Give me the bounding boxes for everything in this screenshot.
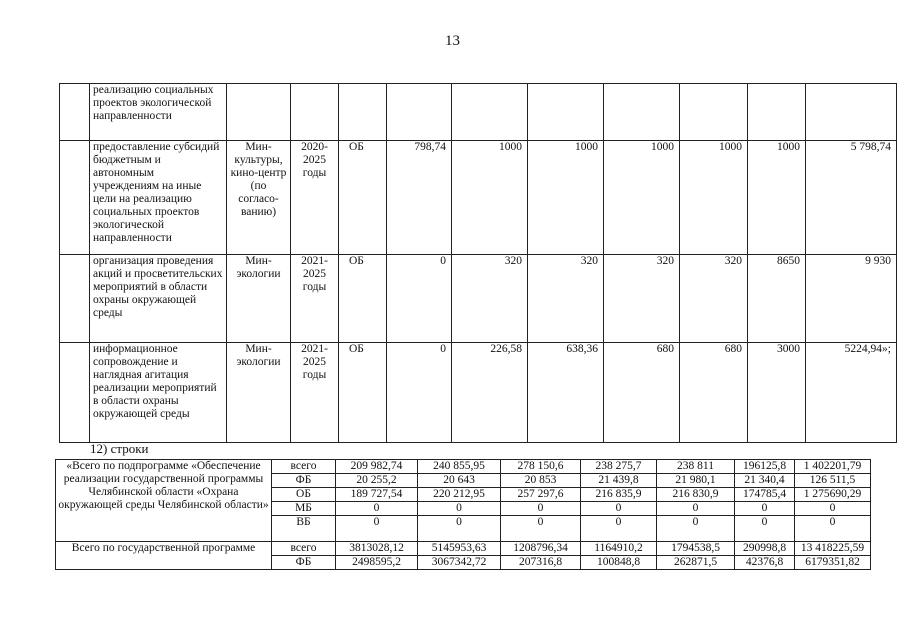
value-cell: 238 275,7 <box>581 460 657 474</box>
value-cell: 3813028,12 <box>336 542 418 556</box>
value-cell: 680 <box>604 343 680 443</box>
value-cell <box>680 84 748 141</box>
funding-type-cell: ОБ <box>272 488 336 502</box>
value-cell: 0 <box>501 516 581 542</box>
value-cell: 0 <box>657 502 735 516</box>
years-cell: 2021-2025 годы <box>291 255 339 343</box>
table-row <box>60 141 897 255</box>
years-cell: 2021-2025 годы <box>291 343 339 443</box>
value-cell: 220 212,95 <box>418 488 501 502</box>
section-label: 12) строки <box>90 441 149 456</box>
value-cell: 1000 <box>748 141 806 255</box>
value-cell: 278 150,6 <box>501 460 581 474</box>
funding-type-cell: ВБ <box>272 516 336 542</box>
value-cell: 680 <box>680 343 748 443</box>
value-cell: 0 <box>581 516 657 542</box>
value-cell <box>748 84 806 141</box>
page-number: 13 <box>445 33 460 49</box>
value-cell: 1208796,34 <box>501 542 581 556</box>
total-cell: 126 511,5 <box>795 474 871 488</box>
measure-description: реализацию социальных проектов экологической направленности <box>90 84 227 141</box>
value-cell: 1000 <box>604 141 680 255</box>
value-cell: 207316,8 <box>501 556 581 570</box>
value-cell: 0 <box>387 255 452 343</box>
value-cell: 262871,5 <box>657 556 735 570</box>
value-cell: 20 643 <box>418 474 501 488</box>
total-cell: 13 418225,59 <box>795 542 871 556</box>
row-number-cell <box>60 343 90 443</box>
value-cell <box>452 84 528 141</box>
value-cell: 174785,4 <box>735 488 795 502</box>
value-cell: 0 <box>387 343 452 443</box>
responsible-cell: Мин-экологии <box>227 255 291 343</box>
total-cell: 1 275690,29 <box>795 488 871 502</box>
value-cell: 0 <box>735 502 795 516</box>
total-cell: 6179351,82 <box>795 556 871 570</box>
value-cell: 0 <box>501 502 581 516</box>
total-cell: 1 402201,79 <box>795 460 871 474</box>
total-cell: 0 <box>795 502 871 516</box>
source-cell: ОБ <box>339 343 387 443</box>
measure-description: предоставление субсидий бюджетным и автономным учреждениям на иные цели на реализацию социальных проектов экологической направленности <box>90 141 227 255</box>
total-cell: 9 930 <box>806 255 897 343</box>
table-row <box>56 542 871 556</box>
measures-table <box>59 83 897 443</box>
table-row <box>60 255 897 343</box>
value-cell: 238 811 <box>657 460 735 474</box>
row-number-cell <box>60 141 90 255</box>
value-cell: 20 853 <box>501 474 581 488</box>
source-cell: ОБ <box>339 255 387 343</box>
measure-description: информационное сопровождение и наглядная агитация реализации мероприятий в области охраны окружающей среды <box>90 343 227 443</box>
source-cell: ОБ <box>339 141 387 255</box>
total-cell: 5 798,74 <box>806 141 897 255</box>
value-cell: 1000 <box>528 141 604 255</box>
responsible-cell: Мин-экологии <box>227 343 291 443</box>
funding-type-cell: всего <box>272 460 336 474</box>
value-cell: 3067342,72 <box>418 556 501 570</box>
value-cell: 320 <box>528 255 604 343</box>
value-cell: 290998,8 <box>735 542 795 556</box>
value-cell: 8650 <box>748 255 806 343</box>
source-cell <box>339 84 387 141</box>
funding-type-cell: всего <box>272 542 336 556</box>
value-cell: 100848,8 <box>581 556 657 570</box>
value-cell: 240 855,95 <box>418 460 501 474</box>
total-cell: 5224,94»; <box>806 343 897 443</box>
value-cell: 196125,8 <box>735 460 795 474</box>
funding-type-cell: МБ <box>272 502 336 516</box>
value-cell: 0 <box>657 516 735 542</box>
value-cell <box>604 84 680 141</box>
row-number-cell <box>60 255 90 343</box>
value-cell: 0 <box>418 516 501 542</box>
value-cell: 2498595,2 <box>336 556 418 570</box>
value-cell: 320 <box>452 255 528 343</box>
value-cell: 638,36 <box>528 343 604 443</box>
value-cell: 21 980,1 <box>657 474 735 488</box>
value-cell: 209 982,74 <box>336 460 418 474</box>
value-cell: 0 <box>735 516 795 542</box>
value-cell: 320 <box>680 255 748 343</box>
funding-type-cell: ФБ <box>272 556 336 570</box>
total-cell: 0 <box>795 516 871 542</box>
table-row <box>60 343 897 443</box>
measure-description: организация проведения акций и просветительских мероприятий в области охраны окружающей среды <box>90 255 227 343</box>
value-cell: 320 <box>604 255 680 343</box>
value-cell: 21 340,4 <box>735 474 795 488</box>
value-cell: 5145953,63 <box>418 542 501 556</box>
totals-table <box>55 459 871 570</box>
responsible-cell <box>227 84 291 141</box>
value-cell: 21 439,8 <box>581 474 657 488</box>
value-cell: 0 <box>336 516 418 542</box>
row-number-cell <box>60 84 90 141</box>
value-cell: 1000 <box>680 141 748 255</box>
value-cell: 1164910,2 <box>581 542 657 556</box>
program-label: Всего по государственной программе <box>56 542 272 570</box>
value-cell: 216 830,9 <box>657 488 735 502</box>
value-cell: 0 <box>336 502 418 516</box>
total-cell <box>806 84 897 141</box>
value-cell: 42376,8 <box>735 556 795 570</box>
value-cell: 189 727,54 <box>336 488 418 502</box>
subprogram-label: «Всего по подпрограмме «Обеспечение реализации государственной программы Челябинской области «Охрана окружающей среды Челябинской области» <box>56 460 272 542</box>
years-cell: 2020-2025 годы <box>291 141 339 255</box>
value-cell <box>387 84 452 141</box>
value-cell: 0 <box>418 502 501 516</box>
value-cell: 798,74 <box>387 141 452 255</box>
table-row <box>56 460 871 474</box>
value-cell: 3000 <box>748 343 806 443</box>
responsible-cell: Мин-культуры, кино-центр (по согласо-ванию) <box>227 141 291 255</box>
value-cell: 1000 <box>452 141 528 255</box>
value-cell <box>528 84 604 141</box>
value-cell: 0 <box>581 502 657 516</box>
value-cell: 1794538,5 <box>657 542 735 556</box>
funding-type-cell: ФБ <box>272 474 336 488</box>
value-cell: 226,58 <box>452 343 528 443</box>
table-row <box>60 84 897 141</box>
value-cell: 257 297,6 <box>501 488 581 502</box>
years-cell <box>291 84 339 141</box>
value-cell: 216 835,9 <box>581 488 657 502</box>
value-cell: 20 255,2 <box>336 474 418 488</box>
